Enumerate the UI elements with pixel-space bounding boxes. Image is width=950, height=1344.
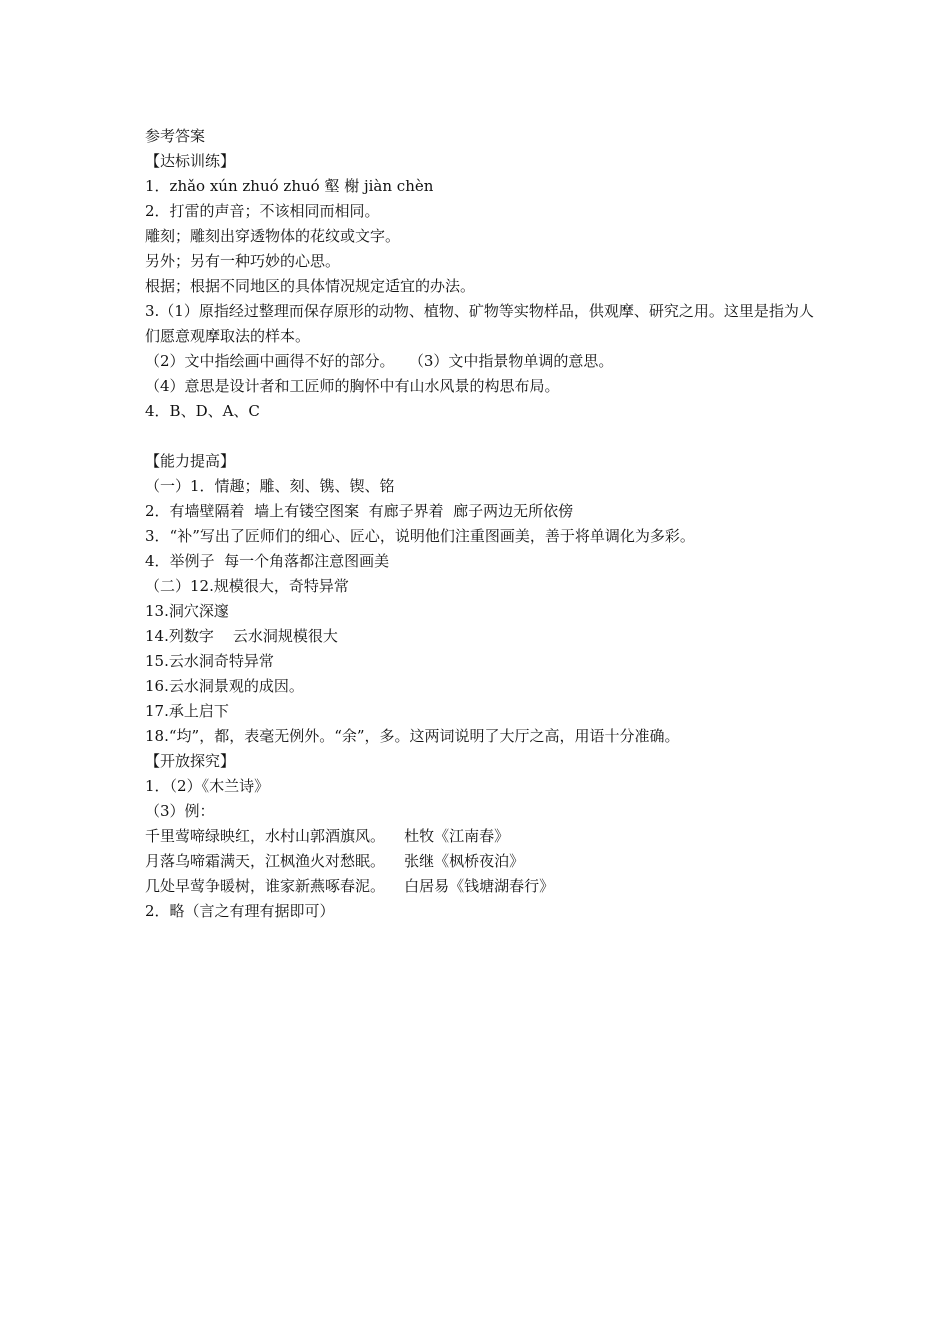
answer-line: （一）1．情趣；雕、刻、镌、锲、铭 <box>145 477 395 495</box>
answer-line: 3．“补”写出了匠师们的细心、匠心，说明他们注重图画美，善于将单调化为多彩。 <box>145 527 695 545</box>
answer-line: 15.云水洞奇特异常 <box>145 652 274 670</box>
poem-line: 月落乌啼霜满天，江枫渔火对愁眠。 张继《枫桥夜泊》 <box>145 852 525 870</box>
answer-line: 4．B、D、A、C <box>145 402 260 420</box>
answer-line: 14.列数字 云水洞规模很大 <box>145 627 338 645</box>
answer-line: 4．举例子 每一个角落都注意图画美 <box>145 552 390 570</box>
answer-line: 1．（2）《木兰诗》 <box>145 777 270 795</box>
answer-line: 17.承上启下 <box>145 702 229 720</box>
poem-line: 千里莺啼绿映红，水村山郭酒旗风。 杜牧《江南春》 <box>145 827 510 845</box>
answer-line: 16.云水洞景观的成因。 <box>145 677 304 695</box>
poem-line: 几处早莺争暖树，谁家新燕啄春泥。 白居易《钱塘湖春行》 <box>145 877 555 895</box>
answer-line: 1．zhǎo xún zhuó zhuó 壑 榭 jiàn chèn <box>145 177 434 195</box>
answer-line: （二）12.规模很大，奇特异常 <box>145 577 349 595</box>
answer-line: 2．打雷的声音；不该相同而相同。 <box>145 202 380 220</box>
answer-line: 2．略（言之有理有据即可） <box>145 902 335 920</box>
answer-line: 13.洞穴深邃 <box>145 602 229 620</box>
answer-line: （3）例： <box>145 802 215 820</box>
answer-line: 根据；根据不同地区的具体情况规定适宜的办法。 <box>145 277 476 295</box>
answer-line: 雕刻；雕刻出穿透物体的花纹或文字。 <box>145 227 401 245</box>
doc-title: 参考答案 <box>145 127 206 145</box>
answer-content <box>145 124 815 924</box>
answer-line: 18.“均”，都，表毫无例外。“余”，多。这两词说明了大厅之高，用语十分准确。 <box>145 727 680 745</box>
answer-line: 另外；另有一种巧妙的心思。 <box>145 252 341 270</box>
answer-line: （2）文中指绘画中画得不好的部分。 （3）文中指景物单调的意思。 <box>145 352 614 370</box>
section-heading-standard-training: 【达标训练】 <box>145 152 236 170</box>
section-heading-open-inquiry: 【开放探究】 <box>145 752 236 770</box>
section-heading-ability: 【能力提高】 <box>145 452 236 470</box>
spacer <box>145 424 815 449</box>
answer-paragraph: 3.（1）原指经过整理而保存原形的动物、植物、矿物等实物样品，供观摩、研究之用。这里是指为人们愿意观摩取法的样本。 <box>145 302 814 345</box>
answer-line: 2．有墙壁隔着 墙上有镂空图案 有廊子界着 廊子两边无所依傍 <box>145 502 574 520</box>
answer-line: （4）意思是设计者和工匠师的胸怀中有山水风景的构思布局。 <box>145 377 560 395</box>
